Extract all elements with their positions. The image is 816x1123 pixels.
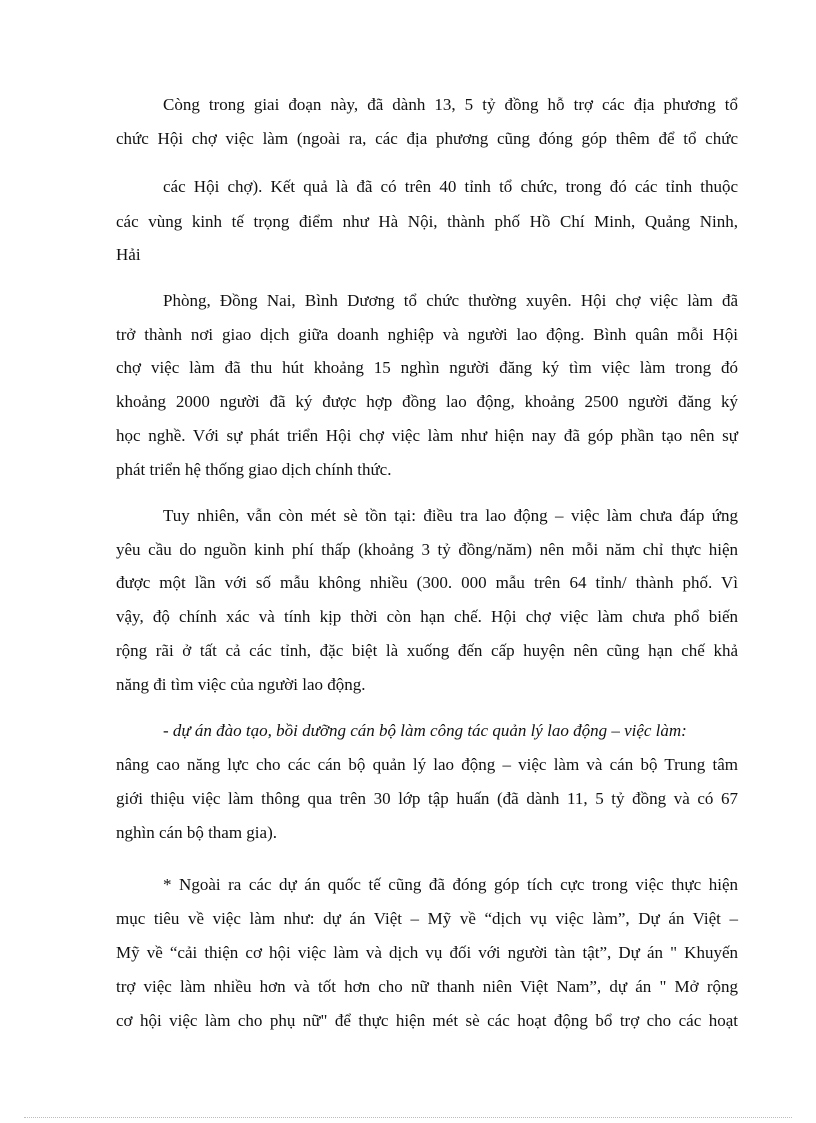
page-bottom-rule (24, 1117, 792, 1118)
project-heading: - dự án đào tạo, bồi dưỡng cán bộ làm công tác quản lý lao động – việc làm: (163, 721, 687, 740)
text-line: Còng trong giai đoạn này, đã dành 13, 5 tỷ đồng hỗ trợ các địa phương tổ (163, 95, 738, 114)
text-line: giới thiệu việc làm thông qua trên 30 lớp tập huấn (đã dành 11, 5 tỷ đồng và có 67 (116, 789, 738, 808)
text-line: vậy, độ chính xác và tính kịp thời còn hạn chế. Hội chợ việc làm chưa phổ biến (116, 607, 738, 626)
text-line: năng đi tìm việc của người lao động. (116, 675, 366, 694)
text-line: trở thành nơi giao dịch giữa doanh nghiệp và người lao động. Bình quân mỗi Hội (116, 325, 738, 344)
text-line: Hải (116, 245, 141, 264)
text-line: nghìn cán bộ tham gia). (116, 823, 277, 842)
text-line: chợ việc làm đã thu hút khoảng 15 nghìn người đăng ký tìm việc làm trong đó (116, 358, 738, 377)
text-line: khoảng 2000 người đã ký được hợp đồng lao động, khoảng 2500 người đăng ký (116, 392, 738, 411)
text-line: được một lần với số mẫu không nhiều (300. 000 mẫu trên 64 tỉnh/ thành phố. Vì (116, 573, 738, 592)
text-line: học nghề. Với sự phát triển Hội chợ việc làm như hiện nay đã góp phần tạo nên sự (116, 426, 738, 445)
text-line: các Hội chợ). Kết quả là đã có trên 40 tỉnh tổ chức, trong đó các tỉnh thuộc (163, 177, 738, 196)
text-line: mục tiêu về việc làm như: dự án Việt – Mỹ về “dịch vụ việc làm”, Dự án Việt – (116, 909, 738, 928)
text-line: trợ việc làm nhiều hơn và tốt hơn cho nữ thanh niên Việt Nam”, dự án " Mở rộng (116, 977, 738, 996)
text-line: các vùng kinh tế trọng điểm như Hà Nội, thành phố Hồ Chí Minh, Quảng Ninh, (116, 212, 738, 231)
text-line: Mỹ về “cải thiện cơ hội việc làm và dịch vụ đối với người tàn tật”, Dự án " Khuyến (116, 943, 738, 962)
text-line: yêu cầu do nguồn kinh phí thấp (khoảng 3 tỷ đồng/năm) nên mỗi năm chỉ thực hiện (116, 540, 738, 559)
text-line: chức Hội chợ việc làm (ngoài ra, các địa phương cũng đóng góp thêm để tổ chức (116, 129, 738, 148)
text-line: rộng rãi ở tất cả các tỉnh, đặc biệt là xuống đến cấp huyện nên cũng hạn chế khả (116, 641, 738, 660)
text-line: Tuy nhiên, vẫn còn mét sè tồn tại: điều tra lao động – việc làm chưa đáp ứng (163, 506, 738, 525)
text-line: cơ hội việc làm cho phụ nữ" để thực hiện mét sè các hoạt động bổ trợ cho các hoạt (116, 1011, 738, 1030)
text-line: nâng cao năng lực cho các cán bộ quản lý lao động – việc làm và cán bộ Trung tâm (116, 755, 738, 774)
text-line: Phòng, Đồng Nai, Bình Dương tổ chức thường xuyên. Hội chợ việc làm đã (163, 291, 738, 310)
text-line: phát triển hệ thống giao dịch chính thức. (116, 460, 392, 479)
text-line: * Ngoài ra các dự án quốc tế cũng đã đóng góp tích cực trong việc thực hiện (163, 875, 738, 894)
